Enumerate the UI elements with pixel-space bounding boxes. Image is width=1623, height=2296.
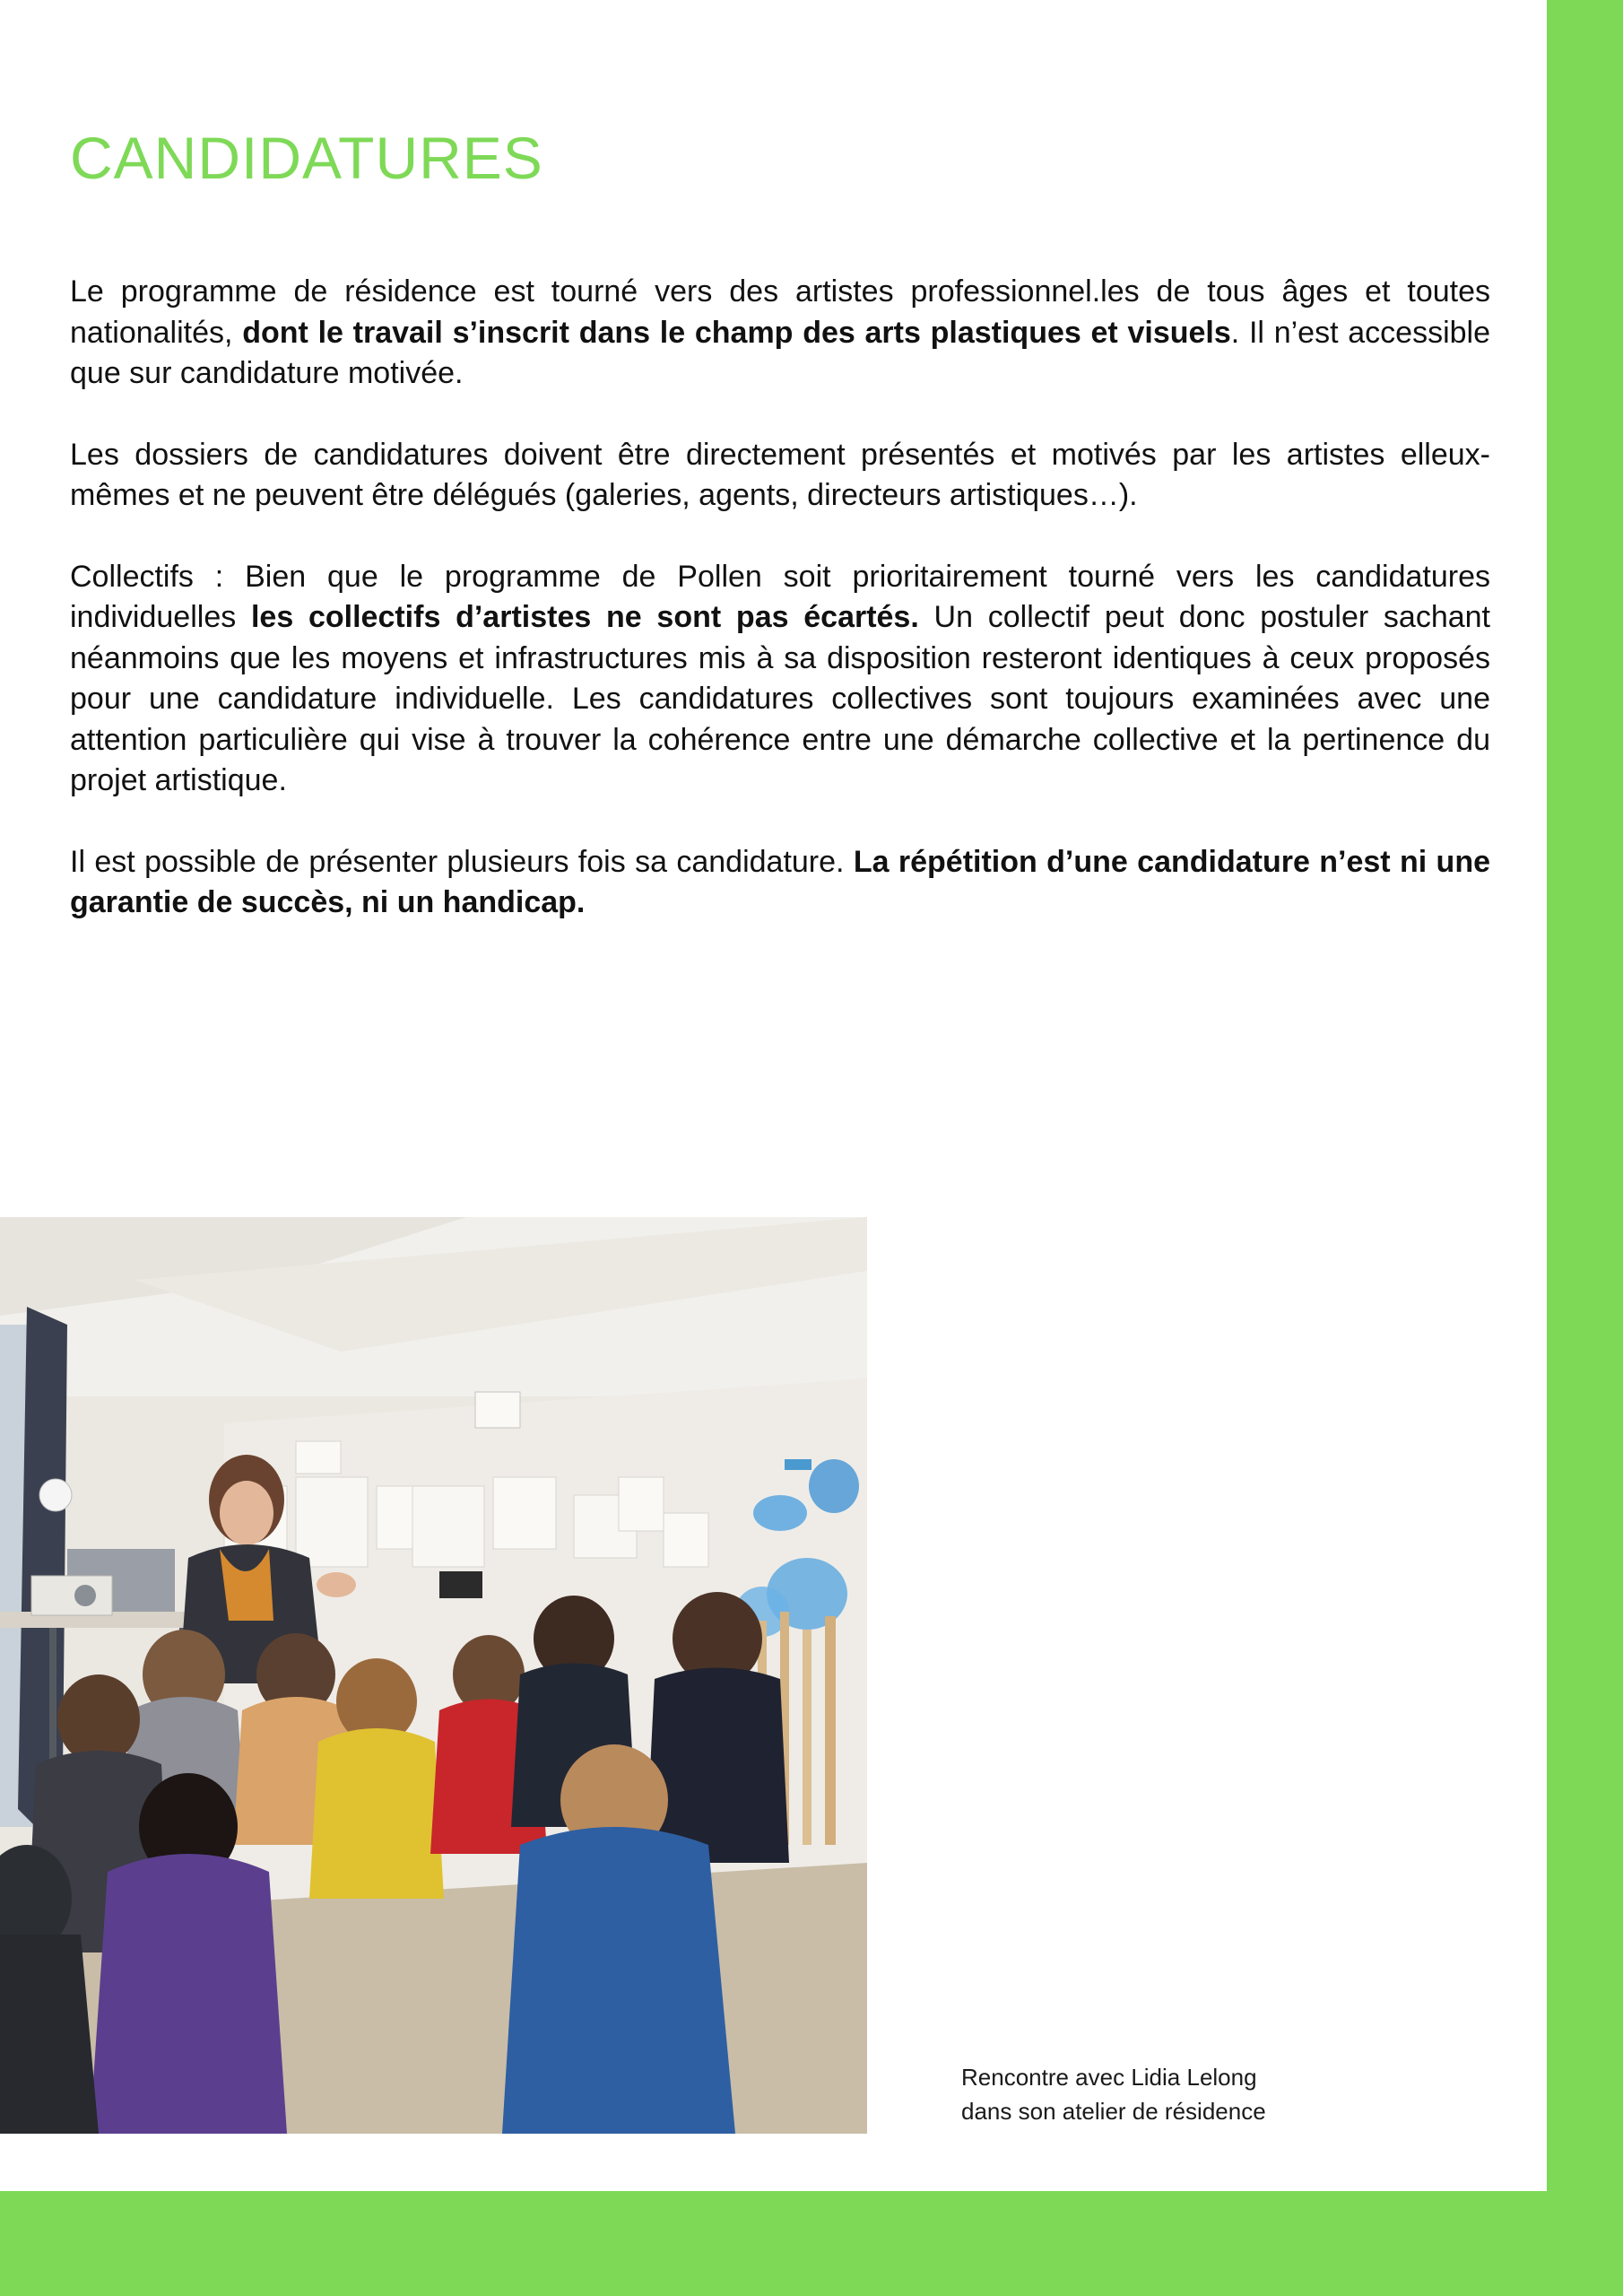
text-segment-bold: les collectifs d’artistes ne sont pas écartés. [250, 600, 919, 634]
caption-line-2: dans son atelier de résidence [961, 2098, 1266, 2125]
green-border-bottom [0, 2191, 1623, 2296]
paragraph-repetition [70, 842, 1490, 924]
paragraph-collectifs [70, 557, 1490, 802]
text-segment: Les dossiers de candidatures doivent être directement présentés et motivés par les artistes elleux-mêmes et ne peuvent être délégués (galeries, agents, directeurs artistiques…). [70, 437, 1490, 512]
green-border-right [1547, 0, 1623, 2296]
photo-caption [961, 2060, 1410, 2128]
paragraph-dossiers [70, 435, 1490, 517]
body-text [70, 272, 1490, 964]
workshop-photo [0, 1217, 867, 2134]
workshop-photo-illustration [0, 1217, 867, 2134]
caption-line-1: Rencontre avec Lidia Lelong [961, 2064, 1257, 2091]
text-segment: Collectifs : Bien que le programme de Pollen soit prioritairement tourné vers les candidatures individuelles [70, 559, 1490, 634]
paragraph-intro [70, 272, 1490, 395]
text-segment: Un collectif peut donc postuler sachant néanmoins que les moyens et infrastructures mis à sa disposition resteront identiques à ceux proposés pour une candidature individuelle. Les candidatures collectives sont toujours examinées avec une attention particulière qui vise à trouver la cohérence entre une démarche collective et la pertinence du projet artistique. [70, 600, 1490, 797]
text-segment-bold: dont le travail s’inscrit dans le champ des arts plastiques et visuels [242, 315, 1231, 350]
text-segment: . Il n’est accessible que sur candidature motivée. [70, 315, 1490, 390]
text-segment: Il est possible de présenter plusieurs fois sa candidature. [70, 844, 854, 879]
page-title: CANDIDATURES [70, 125, 543, 191]
text-segment: Le programme de résidence est tourné vers des artistes professionnel.les de tous âges et toutes nationalités, [70, 274, 1490, 350]
text-segment-bold: La répétition d’une candidature n’est ni une garantie de succès, ni un handicap. [70, 844, 1491, 919]
